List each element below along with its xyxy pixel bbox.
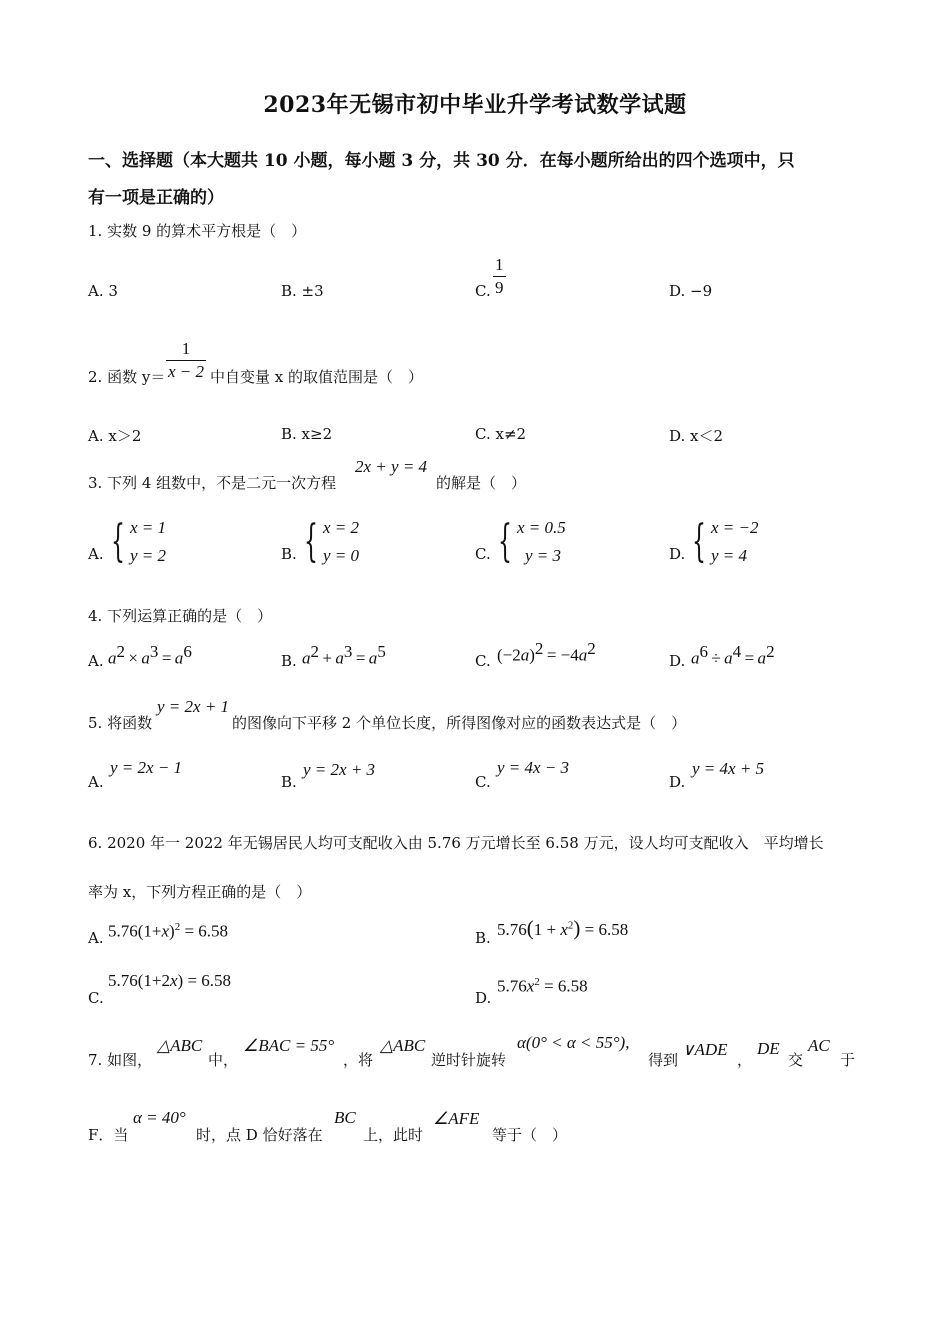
q3-stem-suffix: 的解是（ ） (436, 474, 527, 492)
system-row: x = 1 (130, 518, 167, 537)
q2-fraction (166, 338, 206, 383)
brace-icon: { (111, 516, 125, 567)
q7-math-7: AC (808, 1036, 830, 1055)
q4-stem: 4. 下列运算正确的是（ ） (88, 607, 273, 625)
q7-text-5: 得到 (648, 1051, 679, 1069)
q7-math-2: ∠BAC = 55° (243, 1036, 335, 1055)
q6-option-b-label: B. (475, 929, 491, 947)
q7-line2-text-1: F．当 (88, 1126, 129, 1144)
q5-option-a-expr: y = 2x − 1 (110, 758, 183, 777)
q4-option-c-expr: $(-2a)^2 = -4a^2$ (497, 639, 596, 665)
system-row: y = 3 (525, 546, 562, 565)
q2-stem-suffix: 中自变量 x 的取值范围是（ ） (210, 368, 423, 386)
q6-option-c-label: C. (88, 989, 104, 1007)
q2-option-d: D. x＜2 (669, 427, 724, 445)
q5-option-b-expr: y = 2x + 3 (303, 760, 376, 779)
fraction-numerator: 1 (181, 339, 191, 358)
q5-option-a-label: A. (88, 773, 104, 791)
q5-option-d-label: D. (669, 773, 686, 791)
page-title: 2023年无锡市初中毕业升学考试数学试题 (263, 92, 687, 118)
q7-text-1: 7. 如图， (88, 1051, 153, 1069)
q1-option-a: A. 3 (88, 282, 118, 300)
fraction-numerator: 1 (495, 255, 504, 274)
q5-option-b-label: B. (281, 773, 297, 791)
system-row: x = 2 (323, 518, 360, 537)
q7-text-6: ， (737, 1051, 753, 1069)
q3-option-d-label: D. (669, 545, 686, 563)
q7-line2-text-3: 上，此时 (363, 1126, 424, 1144)
q7-math-1: △ABC (157, 1036, 203, 1055)
q7-line2-math-2: BC (334, 1108, 356, 1127)
fraction-denominator: 9 (495, 278, 504, 297)
system-row: y = 0 (323, 546, 360, 565)
q3-stem-prefix: 3. 下列 4 组数中，不是二元一次方程 (88, 474, 337, 492)
q6-option-b-expr: $5.76(1 + x^2) = 6.58$ (497, 916, 629, 940)
q5-stem-prefix: 5. 将函数 (88, 714, 153, 732)
q3-option-c-label: C. (475, 545, 491, 563)
q1-option-b: B. ±3 (281, 282, 324, 300)
fraction-denominator: x − 2 (168, 362, 205, 381)
q7-line2-text-2: 时，点 D 恰好落在 (196, 1126, 323, 1144)
q4-option-b-label: B. (281, 652, 297, 670)
q5-option-c-expr: y = 4x − 3 (497, 758, 570, 777)
q5-stem-suffix: 的图像向下平移 2 个单位长度，所得图像对应的函数表达式是（ ） (232, 714, 687, 732)
q6-stem-line1: 6. 2020 年一 2022 年无锡居民人均可支配收入由 5.76 万元增长至 6.58 万元，设人均可支配收入 平均增长 (88, 834, 824, 852)
q4-option-b-expr: $a^2 + a^3 = a^5$ (302, 642, 386, 668)
q5-option-c-label: C. (475, 773, 491, 791)
q6-stem-line2: 率为 x，下列方程正确的是（ ） (88, 883, 312, 901)
q4-option-a-expr: $a^2 \times a^3 = a^6$ (108, 642, 192, 668)
system-row: y = 4 (711, 546, 748, 565)
q4-option-d-expr: $a^6 \div a^4 = a^2$ (691, 642, 775, 668)
q7-line2-math-3: ∠AFE (433, 1109, 480, 1128)
q3-option-a-label: A. (88, 545, 104, 563)
q7-text-3: ，将 (343, 1051, 374, 1069)
q7-text-7: 交 (788, 1051, 804, 1069)
q7-math-5: ∨ADE (682, 1040, 728, 1059)
q5-option-d-expr: y = 4x + 5 (692, 759, 765, 778)
system-row: x = −2 (711, 518, 759, 537)
q4-option-a-label: A. (88, 652, 104, 670)
q2-stem-prefix: 2. 函数 y＝ (88, 368, 166, 386)
q6-option-a-label: A. (88, 929, 104, 947)
q7-line2-math-1: α = 40° (133, 1108, 186, 1127)
q7-math-4: α(0° < α < 55°), (517, 1033, 630, 1052)
q2-option-c: C. x≠2 (475, 425, 527, 443)
brace-icon: { (692, 516, 706, 567)
q3-equation: 2x + y = 4 (355, 457, 428, 476)
q3-option-a-system (104, 514, 166, 570)
q6-option-a-expr: $5.76(1+x)^2 = 6.58$ (108, 921, 229, 941)
q4-option-d-label: D. (669, 652, 686, 670)
q7-line2-text-4: 等于（ ） (492, 1126, 568, 1144)
q3-option-b-label: B. (281, 545, 297, 563)
q3-option-d-system (685, 514, 759, 570)
q1-option-c-fraction (493, 254, 506, 299)
q4-option-c-label: C. (475, 652, 491, 670)
q7-text-2: 中， (208, 1051, 239, 1069)
q7-math-3: △ABC (380, 1036, 426, 1055)
system-row: y = 2 (130, 546, 167, 565)
q6-option-d-label: D. (475, 989, 492, 1007)
section-header-line1: 一、选择题（本大题共 10 小题，每小题 3 分，共 30 分．在每小题所给出的四个选项中，只 (88, 151, 795, 171)
q3-option-c-system (491, 514, 566, 570)
q5-equation: y = 2x + 1 (157, 697, 230, 716)
brace-icon: { (304, 516, 318, 567)
q7-text-8: 于 (840, 1051, 856, 1069)
q3-option-b-system (297, 514, 359, 570)
q6-option-c-expr: 5.76(1+2x) = 6.58 (108, 971, 232, 990)
q1-stem: 1. 实数 9 的算术平方根是（ ） (88, 222, 307, 240)
q2-option-b: B. x≥2 (281, 425, 333, 443)
system-row: x = 0.5 (517, 518, 566, 537)
brace-icon: { (498, 516, 512, 567)
q7-text-4: 逆时针旋转 (431, 1051, 507, 1069)
q1-option-c-label: C. (475, 282, 491, 300)
q7-math-6: DE (757, 1039, 780, 1058)
section-header-line2: 有一项是正确的） (88, 188, 224, 208)
q6-option-d-expr: $5.76x^2 = 6.58$ (497, 976, 588, 996)
q1-option-d: D. −9 (669, 282, 713, 300)
q2-option-a: A. x＞2 (88, 427, 142, 445)
